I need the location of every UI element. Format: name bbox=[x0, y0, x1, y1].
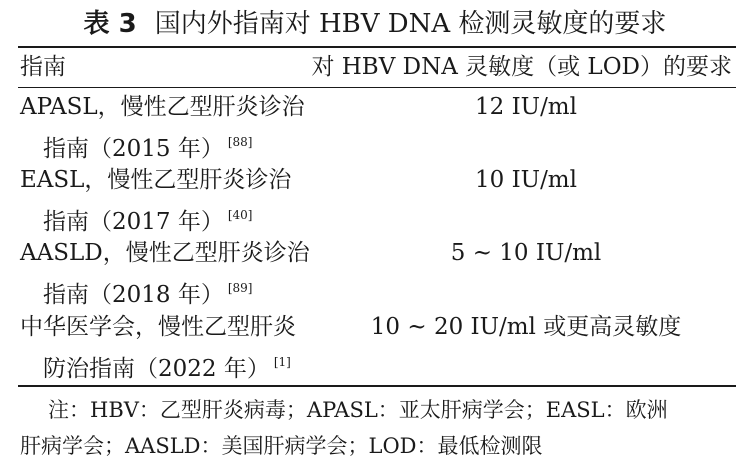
requirement-cell: 10 IU/ml bbox=[475, 167, 577, 193]
guideline-name-line2: 指南（2015 年） bbox=[43, 136, 224, 162]
header-requirement: 对 HBV DNA 灵敏度（或 LOD）的要求 bbox=[311, 54, 732, 80]
guideline-name-line1: APASL，慢性乙型肝炎诊治 bbox=[20, 94, 305, 120]
top-rule bbox=[18, 46, 736, 48]
table-number: 表 3 bbox=[83, 9, 137, 39]
table-row bbox=[0, 310, 750, 384]
footnote-line2: 肝病学会；AASLD：美国肝病学会；LOD：最低检测限 bbox=[20, 434, 543, 458]
bottom-rule bbox=[18, 385, 736, 387]
requirement-cell: 5 ~ 10 IU/ml bbox=[450, 240, 602, 266]
table-title-text: 国内外指南对 HBV DNA 检测灵敏度的要求 bbox=[154, 9, 667, 39]
reference-marker: [40] bbox=[227, 208, 253, 222]
table-row bbox=[0, 163, 750, 237]
guideline-name-line2: 指南（2017 年） bbox=[43, 209, 224, 235]
guideline-name-line1: 中华医学会，慢性乙型肝炎 bbox=[20, 314, 296, 340]
reference-marker: [89] bbox=[227, 281, 253, 295]
requirement-cell: 12 IU/ml bbox=[475, 94, 577, 120]
table-row bbox=[0, 236, 750, 310]
reference-marker: [88] bbox=[227, 135, 253, 149]
guideline-name-line2: 指南（2018 年） bbox=[43, 282, 224, 308]
footnote-line1: 注：HBV：乙型肝炎病毒；APASL：亚太肝病学会；EASL：欧洲 bbox=[48, 398, 668, 422]
reference-marker: [1] bbox=[273, 355, 291, 369]
requirement-cell: 10 ~ 20 IU/ml 或更高灵敏度 bbox=[370, 314, 682, 340]
guideline-cell bbox=[20, 90, 305, 167]
guideline-name-line1: EASL，慢性乙型肝炎诊治 bbox=[20, 167, 292, 193]
guideline-cell bbox=[20, 163, 291, 240]
table-title bbox=[0, 6, 750, 42]
table-footnote bbox=[20, 392, 736, 464]
header-rule bbox=[18, 87, 736, 88]
guideline-name-line1: AASLD，慢性乙型肝炎诊治 bbox=[20, 240, 310, 266]
guideline-cell bbox=[20, 310, 296, 387]
guideline-cell bbox=[20, 236, 310, 313]
guideline-name-line2: 防治指南（2022 年） bbox=[43, 356, 270, 382]
table-row bbox=[0, 90, 750, 164]
header-guideline: 指南 bbox=[20, 54, 66, 80]
